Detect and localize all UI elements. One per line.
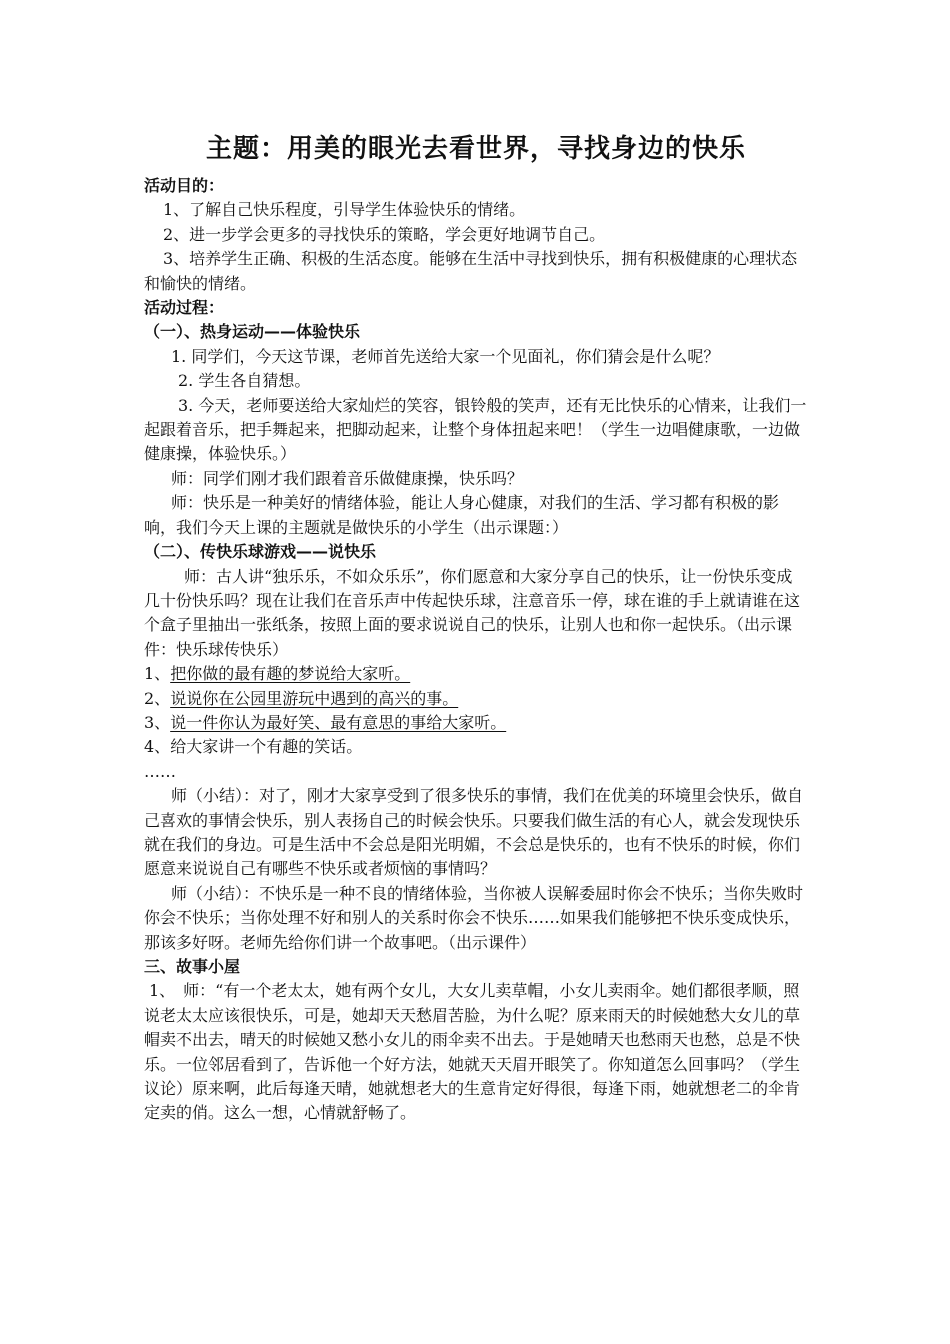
list-number: 1、 (144, 664, 171, 684)
goal-item: 1、了解自己快乐程度，引导学生体验快乐的情绪。 (163, 200, 526, 220)
paragraph: 1. 同学们，今天这节课，老师首先送给大家一个见面礼，你们猜会是什么呢？ (171, 346, 720, 366)
document-body (144, 128, 808, 1126)
paragraph: 师：同学们刚才我们跟着音乐做健康操，快乐吗？ (171, 468, 524, 488)
section-heading-3: 三、故事小屋 (144, 957, 241, 976)
list-text: 说一件你认为最好笑、最有意思的事给大家听。 (170, 712, 507, 732)
page-title: 主题：用美的眼光去看世界，寻找身边的快乐 (205, 134, 746, 164)
paragraph: 师：快乐是一种美好的情绪体验，能让人身心健康，对我们的生活、学习都有积极的影响，我们今天上课的主题就是做快乐的小学生（出示课题：） (144, 493, 780, 537)
list-number: 2、 (144, 688, 171, 708)
paragraph: 3. 今天，老师要送给大家灿烂的笑容，银铃般的笑声，还有无比快乐的心情来，让我们一起跟着音乐，把手舞起来，把脚动起来，让整个身体扭起来吧！（学生一边唱健康歌，一边做健康操，体验快乐。） (144, 395, 807, 464)
goal-item: 3、培养学生正确、积极的生活态度。能够在生活中寻找到快乐，拥有积极健康的心理状态和愉快的情绪。 (144, 249, 798, 293)
paragraph: 1、 师：“有一个老太太，她有两个女儿，大女儿卖草帽，小女儿卖雨伞。她们都很孝顺，照说老太太应该很快乐，可是，她却天天愁眉苦脸，为什么呢？原来雨天的时候她愁大女儿的草帽卖不出去，晴天的时候她又愁小女儿的雨伞卖不出去。于是她晴天也愁雨天也愁，总是不快乐。一位邻居看到了，告诉他一个好方法，她就天天眉开眼笑了。你知道怎么回事吗？（学生议论）原来啊，此后每逢天晴，她就想老大的生意肯定好得很，每逢下雨，她就想老二的伞肯定卖的俏。这么一想，心情就舒畅了。 (144, 981, 801, 1123)
section-heading-2: （二）、传快乐球游戏——说快乐 (144, 542, 377, 562)
paragraph: 师（小结）：不快乐是一种不良的情绪体验，当你被人误解委屈时你会不快乐；当你失败时你会不快乐；当你处理不好和别人的关系时你会不快乐……如果我们能够把不快乐变成快乐，那该多好呀。老师先给你们讲一个故事吧。（出示课件） (144, 883, 804, 952)
section-heading-1: （一）、热身运动——体验快乐 (144, 322, 361, 342)
list-text: 给大家讲一个有趣的笑话。 (170, 737, 363, 757)
process-heading: 活动过程： (144, 298, 225, 318)
list-item (144, 687, 808, 711)
paragraph: 师：古人讲“独乐乐，不如众乐乐”，你们愿意和大家分享自己的快乐，让一份快乐变成几十份快乐吗？现在让我们在音乐声中传起快乐球，注意音乐一停，球在谁的手上就请谁在这个盒子里抽出一张纸条，按照上面的要求说说自己的快乐，让别人也和你一起快乐。（出示课件：快乐球传快乐） (144, 566, 801, 659)
paragraph: 2. 学生各自猜想。 (178, 371, 311, 391)
list-number: 3、 (144, 712, 171, 732)
goal-item: 2、进一步学会更多的寻找快乐的策略，学会更好地调节自己。 (163, 224, 606, 244)
list-number: 4、 (144, 737, 171, 757)
list-item (144, 735, 808, 759)
list-item (144, 711, 808, 735)
goal-heading: 活动目的： (144, 176, 225, 195)
list-item (144, 662, 808, 686)
paragraph: 师（小结）：对了，刚才大家享受到了很多快乐的事情，我们在优美的环境里会快乐，做自己喜欢的事情会快乐，别人表扬自己的时候会快乐。只要我们做生活的有心人，就会发现快乐就在我们的身边。可是生活中不会总是阳光明媚，不会总是快乐的，也有不快乐的时候，你们愿意来说说自己有哪些不快乐或者烦恼的事情吗？ (144, 786, 804, 879)
list-text: 把你做的最有趣的梦说给大家听。 (170, 664, 411, 684)
ellipsis: …… (144, 761, 176, 781)
list-text: 说说你在公园里游玩中遇到的高兴的事。 (170, 688, 459, 708)
